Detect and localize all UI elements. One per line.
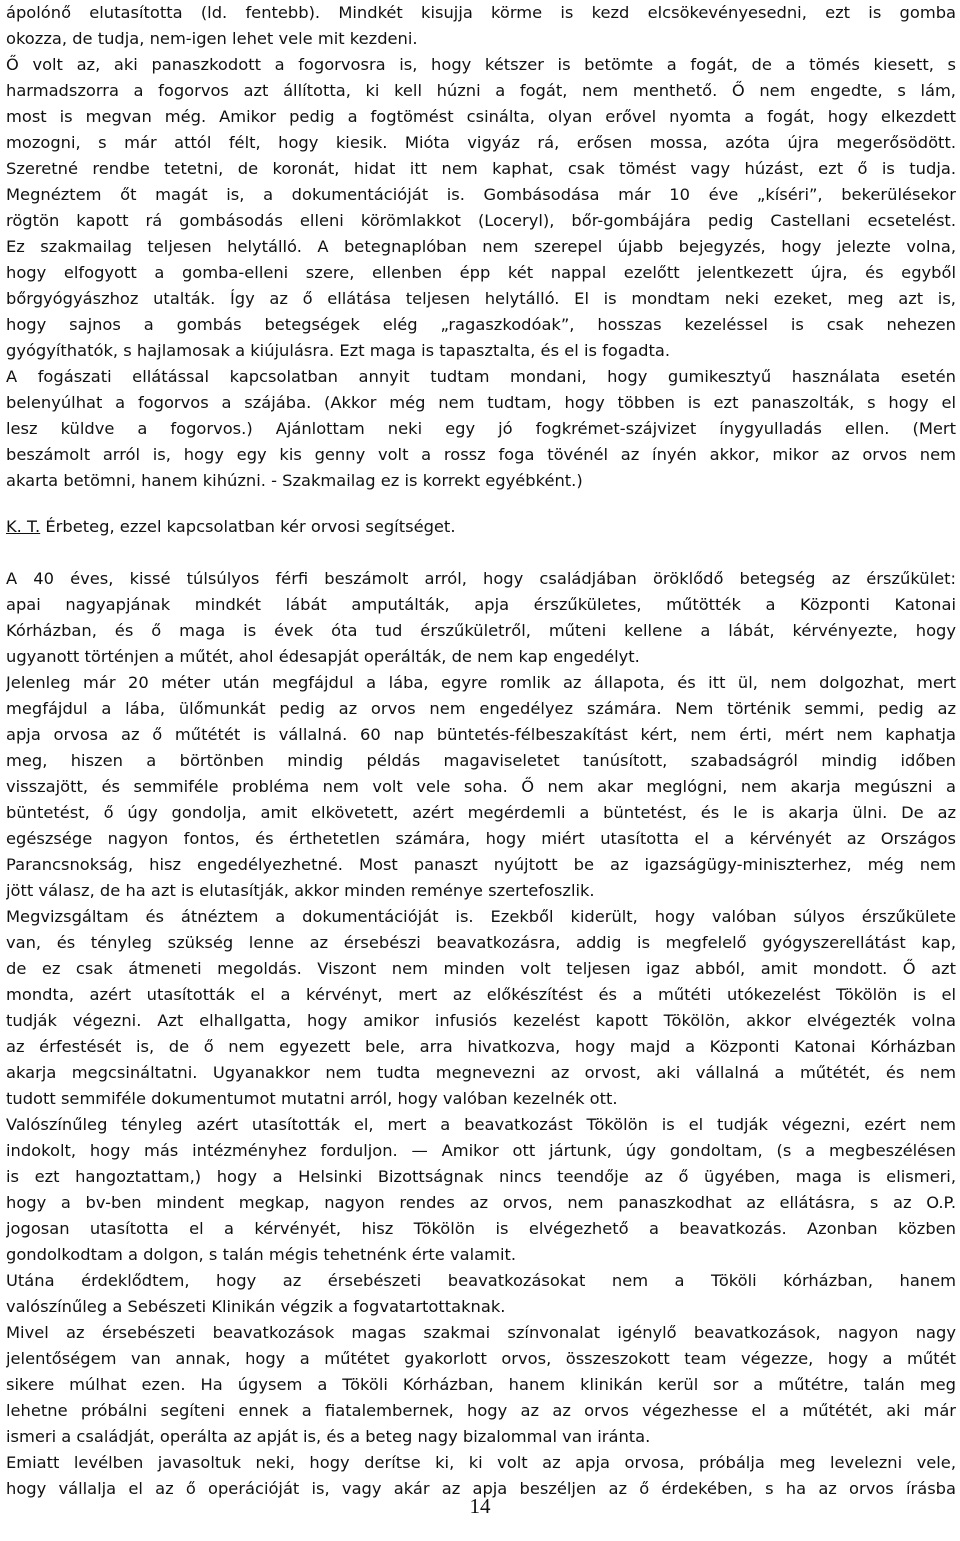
paragraph-block-first: [6, 0, 956, 494]
text-line: ugyanott történjen a műtét, ahol édesapját operálták, de nem kap engedélyt.: [6, 647, 640, 666]
text-line: gyógyíthatók, s hajlamosak a kiújulásra. Ezt maga is tapasztalta, és el is fogadta.: [6, 341, 671, 360]
text-line: Szeretné rendbe tetetni, de koronát, hidat itt nem kaphat, csak tömést vagy húzást, ezt ő is tudja.: [6, 159, 956, 178]
text-line: Ez szakmailag teljesen helytálló. A betegnaplóban nem szerepel újabb bejegyzés, hogy jelezte volna,: [6, 237, 956, 256]
text-line: sikere múlhat ezen. Ha úgysem a Tököli Kórházban, hanem klinikán kerül sor a műtétre, talán meg: [6, 1375, 956, 1394]
case-heading-text: Érbeteg, ezzel kapcsolatban kér orvosi segítséget.: [40, 517, 456, 536]
text-line: A fogászati ellátással kapcsolatban annyit tudtam mondani, hogy gumikesztyű használata esetén: [6, 367, 956, 386]
text-line: jogosan utasította el a kérvényét, hisz Tökölön is elvégezhető a beavatkozás. Azonban közben: [6, 1219, 956, 1238]
text-line: meg, hiszen a börtönben mindig példás magaviseletet tanúsított, szabadságról mindig időben: [6, 751, 956, 770]
text-line: visszajött, és semmiféle probléma nem volt vele soha. Ő nem akar meglógni, nem akarja megúszni a: [6, 777, 956, 796]
text-line: indokolt, hogy más intézményhez forduljon. — Amikor ott jártunk, úgy gondoltam, (s a megbeszélésen: [6, 1141, 956, 1160]
text-line: Emiatt levélben javasoltuk neki, hogy derítse ki, ki volt az apja orvosa, próbálja meg levelezni vele,: [6, 1453, 956, 1472]
text-line: harmadszorra a fogorvos azt állította, ki kell húzni a fogát, nem menthető. Ő nem engedte, s lám,: [6, 81, 956, 100]
text-line: apja orvosa az ő műtétét is vállalná. 60 nap büntetés-félbeszakítást kért, nem érti, mért nem kaphatja: [6, 725, 956, 744]
text-line: ápolónő elutasította (ld. fentebb). Mindkét kisujja körme is kezd elcsökevényesedni, ezt is gomba: [6, 3, 956, 22]
text-line: akarja megcsináltatni. Ugyanakkor nem tudta megnevezni az orvost, aki vállalná a műtétét, és nem: [6, 1063, 956, 1082]
text-line: Jelenleg már 20 méter után megfájdul a lába, egyre romlik az állapota, és itt ül, nem dolgozhat, mert: [6, 673, 956, 692]
document-page: [6, 0, 956, 1502]
text-line: megfájdul a lába, ülőmunkát pedig az orvos nem engedélyez számára. Nem történik semmi, pedig az: [6, 699, 956, 718]
text-line: bőrgyógyászhoz utalták. Így az ő ellátása teljesen helytálló. El is mondtam neki ezeket, meg azt is,: [6, 289, 956, 308]
text-line: jött válasz, de ha azt is elutasítják, akkor minden reménye szertefoszlik.: [6, 881, 595, 900]
text-line: hogy elfogyott a gomba-elleni szere, ellenben épp két nappal ezelőtt jelentkezett újra, és egyből: [6, 263, 956, 282]
text-line: belenyúlhat a fogorvos a szájába. (Akkor még nem tudtam, hogy többen is ezt panaszolták, s hogy el: [6, 393, 956, 412]
text-line: is ezt hangoztattam,) hogy a Helsinki Bizottságnak nincs teendője az ő ügyében, maga is elismeri,: [6, 1167, 956, 1186]
text-line: de ez csak átmeneti megoldás. Viszont nem minden volt teljesen igaz abból, amit mondott. Ő azt: [6, 959, 956, 978]
text-line: okozza, de tudja, nem-igen lehet vele mit kezdeni.: [6, 29, 418, 48]
text-line: az érfestését is, de ő nem egyezett bele, arra hivatkozva, hogy majd a Központi Katonai Kórházban: [6, 1037, 956, 1056]
text-line: apai nagyapjának mindkét lábát amputálták, apja érszűkületes, műtötték a Központi Katonai: [6, 595, 956, 614]
text-line: most is megvan még. Amikor pedig a fogtömést csinálta, olyan erővel nyomta a fogát, hogy elkezdett: [6, 107, 956, 126]
text-line: hogy vállalja el az ő operációját is, vagy akár az apja beszéljen az ő érdekében, s ha az orvos írásba: [6, 1479, 956, 1498]
paragraph-block-second: [6, 566, 956, 1502]
text-line: Parancsnokság, hisz engedélyezhetné. Most panaszt nyújtott be az igazságügy-miniszterhez, még nem: [6, 855, 956, 874]
text-line: lesz küldve a fogorvos.) Ajánlottam neki egy jó fogkrémet-szájvizet ínygyulladás ellen. (Mert: [6, 419, 956, 438]
text-line: Ő volt az, aki panaszkodott a fogorvosra is, hogy kétszer is betömte a fogát, de a tömés kiesett, s: [6, 55, 956, 74]
text-line: Megvizsgáltam és átnéztem a dokumentációját is. Ezekből kiderült, hogy valóban súlyos érszűkülete: [6, 907, 956, 926]
text-line: Valószínűleg tényleg azért utasították el, mert a beavatkozást Tökölön is el tudják végezni, ezért nem: [6, 1115, 956, 1134]
text-line: valószínűleg a Sebészeti Klinikán végzik a fogvatartottaknak.: [6, 1297, 506, 1316]
text-line: tudott semmiféle dokumentumot mutatni arról, hogy valóban kezelnék ott.: [6, 1089, 618, 1108]
text-line: ismeri a családját, operálta az apját is, és a beteg nagy bizalommal van iránta.: [6, 1427, 651, 1446]
text-line: van, és tényleg szükség lenne az érsebészi beavatkozásra, addig is megfelelő gyógyszerellátást kap,: [6, 933, 956, 952]
case-id: K. T.: [6, 517, 41, 536]
text-line: rögtön kapott rá gombásodás elleni körömlakkot (Loceryl), bőr-gombájára pedig Castellani ecsetelést.: [6, 211, 956, 230]
page-number: 14: [469, 1494, 491, 1518]
text-line: mozogni, s már attól félt, hogy kiesik. Mióta vigyáz rá, erősen mossa, azóta újra megerősödött.: [6, 133, 956, 152]
case-heading: [6, 514, 956, 540]
text-line: beszámolt arról is, hogy egy kis genny volt a rossz foga tövénél az ínyén akkor, mikor az orvos nem: [6, 445, 956, 464]
text-line: Utána érdeklődtem, hogy az érsebészeti beavatkozásokat nem a Tököli kórházban, hanem: [6, 1271, 956, 1290]
text-line: akarta betömni, hanem kihúzni. - Szakmailag ez is korrekt egyébként.): [6, 471, 583, 490]
text-line: hogy sajnos a gombás betegségek elég „ragaszkodóak”, hosszas kezeléssel is csak nehezen: [6, 315, 956, 334]
text-line: Mivel az érsebészeti beavatkozások magas szakmai színvonalat igénylő beavatkozások, nagyon nagy: [6, 1323, 956, 1342]
text-line: mondta, azért utasították el a kérvényt, mert az előkészítést és a műtéti utókezelést Tökölön is el: [6, 985, 956, 1004]
text-line: A 40 éves, kissé túlsúlyos férfi beszámolt arról, hogy családjában öröklődő betegség az érszűkület:: [6, 569, 956, 588]
text-line: hogy a bv-ben mindent megkap, nagyon rendes az orvos, nem panaszkodhat az ellátásra, s az O.P.: [6, 1193, 956, 1212]
text-line: tudják végezni. Azt elhallgatta, hogy amikor infusiós kezelést kapott Tökölön, akkor elvégezték volna: [6, 1011, 956, 1030]
text-line: büntetést, ő úgy gondolja, amit elkövetett, azért megérdemli a büntetést, és le is akarja ülni. De az: [6, 803, 956, 822]
text-line: lehetne próbálni segíteni ennek a fiatalembernek, hogy az az orvos végezhesse el a műtétét, aki már: [6, 1401, 956, 1420]
text-line: jelentőségem van annak, hogy a műtétet gyakorlott orvos, összeszokott team végezze, hogy a műtét: [6, 1349, 956, 1368]
text-line: Megnéztem őt magát is, a dokumentációját is. Gombásodása már 10 éve „kíséri”, bekerülésekor: [6, 185, 956, 204]
text-line: egészsége nagyon fontos, és érthetetlen számára, hogy miért utasította el a kérvényét az Országos: [6, 829, 956, 848]
text-line: Kórházban, és ő maga is évek óta tud érszűkületről, műteni kellene a lábát, kérvényezte, hogy: [6, 621, 956, 640]
text-line: gondolkodtam a dolgon, s talán mégis tehetnénk érte valamit.: [6, 1245, 517, 1264]
